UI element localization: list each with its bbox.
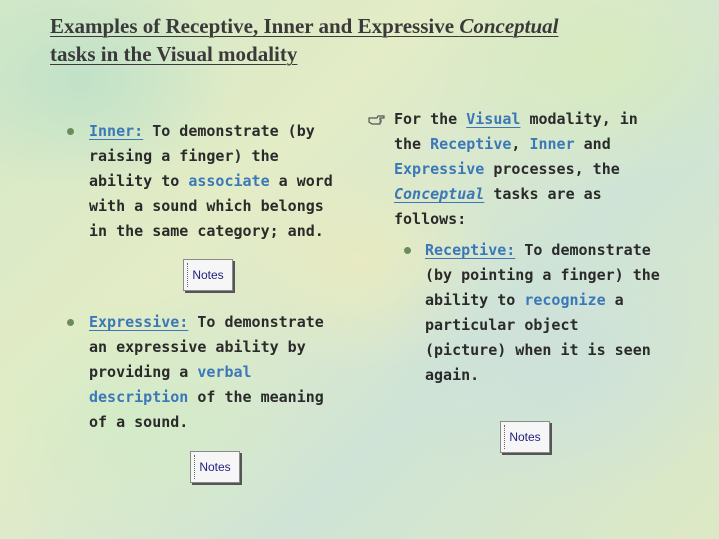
notes-button[interactable]: Notes [500, 421, 550, 453]
title-line: Examples of Receptive, Inner and Expressive Conceptual [50, 14, 559, 38]
bullet-icon [404, 247, 411, 254]
bullet-icon [67, 319, 74, 326]
expressive-item: Expressive: To demonstrate an expressive ability by providing a verbal description of the meaning of a sound. [89, 313, 324, 431]
notes-button[interactable]: Notes [183, 259, 233, 291]
slide-title: Examples of Receptive, Inner and Expressive Conceptual tasks in the Visual modality [50, 14, 559, 66]
bullet-icon [67, 128, 74, 135]
notes-button[interactable]: Notes [190, 451, 240, 483]
pointing-hand-icon [368, 113, 386, 127]
inner-item: Inner: To demonstrate (by raising a finger) the ability to associate a word with a sound which belongs in the same category; and. [89, 122, 333, 240]
receptive-item: Receptive: To demonstrate (by pointing a finger) the ability to recognize a particular object (picture) when it is seen again. [425, 241, 660, 384]
intro-paragraph: For the Visual modality, in the Receptive, Inner and Expressive processes, the Conceptual tasks are as follows: [394, 110, 638, 228]
